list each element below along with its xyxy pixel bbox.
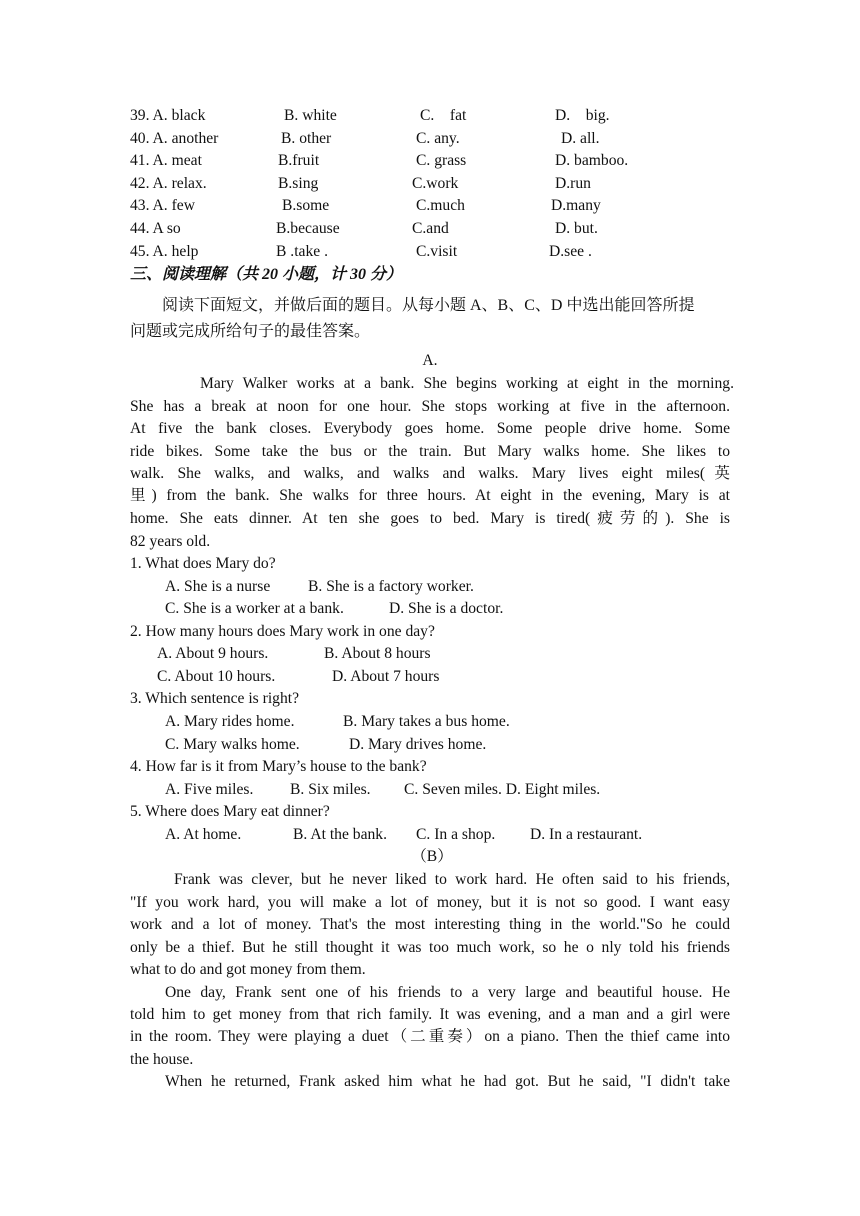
question-number: 43. [130,197,150,214]
vocab-row-41 [130,151,202,171]
option-b: B. Mary takes a bus home. [343,713,510,730]
option-c: C. She is a worker at a bank. [165,600,344,617]
option-b: B. She is a factory worker. [308,578,474,595]
question-number: 42. [130,175,150,192]
option-d: D. but. [555,220,598,237]
option-a: A so [152,220,181,237]
passage-a-line: ride bikes. Some take the bus or the train. But Mary walks home. She likes to [130,443,730,460]
option-a: A. another [152,130,219,147]
passage-b-line: One day, Frank sent one of his friends to a very large and beautiful house. He [165,984,730,1001]
passage-a-line: walk. She walks, and walks, and walks and walks. Mary lives eight miles(英 [130,465,730,482]
option-b: B. About 8 hours [324,645,431,662]
passage-a-line: Mary Walker works at a bank. She begins working at eight in the morning. [200,375,734,392]
question-3: 3. Which sentence is right? [130,690,300,707]
option-b: B. At the bank. [293,826,387,843]
instruction-line-1: 阅读下面短文，并做后面的题目。从每小题 A、B、C、D 中选出能回答所提 [162,297,695,314]
passage-b-line: what to do and got money from them. [130,961,366,978]
option-b: B.sing [278,175,319,192]
option-a: A. Five miles. [165,781,254,798]
option-d: D. bamboo. [555,152,629,169]
passage-a-line: 里) from the bank. She walks for three hours. At eight in the evening, Mary is at [130,487,730,504]
option-a: A. black [152,107,206,124]
option-c: C. grass [416,152,467,169]
passage-a-line: At five the bank closes. Everybody goes home. Some people drive home. Some [130,420,730,437]
option-d: D. big. [555,107,610,124]
option-a: A. relax. [152,175,207,192]
option-c: C. About 10 hours. [157,668,276,685]
option-c: C.much [416,197,465,214]
question-1: 1. What does Mary do? [130,555,276,572]
option-a: A. help [152,243,199,260]
option-d: D.see . [549,243,592,260]
option-a: A. She is a nurse [165,578,271,595]
passage-b-line: told him to get money from that rich family. It was evening, and a man and a girl were [130,1006,730,1023]
passage-b-line: work and a lot of money. That's the most interesting thing in the world."So he could [130,916,730,933]
option-c: C. any. [416,130,460,147]
passage-b-label: （B） [411,848,453,865]
option-b: B. white [284,107,337,124]
question-5: 5. Where does Mary eat dinner? [130,803,330,820]
option-d: D. Mary drives home. [349,736,487,753]
question-number: 39. [130,107,150,124]
section-heading: 三、阅读理解（共 20 小题，计 30 分） [130,266,403,283]
vocab-row-45 [130,242,198,262]
question-number: 41. [130,152,150,169]
question-2: 2. How many hours does Mary work in one day? [130,623,435,640]
passage-a-line: home. She eats dinner. At ten she goes to bed. Mary is tired(疲劳的). She is [130,510,730,527]
instruction-line-2: 问题或完成所给句子的最佳答案。 [130,323,371,340]
passage-a-line: She has a break at noon for one hour. She stops working at five in the afternoon. [130,398,730,415]
option-c: C.and [412,220,449,237]
vocab-row-43 [130,196,195,216]
option-a: A. At home. [165,826,242,843]
passage-b-line: in the room. They were playing a duet（二重奏）on a piano. Then the thief came into [130,1028,730,1045]
passage-a-label: A. [422,352,438,369]
option-d: D. all. [561,130,600,147]
option-a: A. Mary rides home. [165,713,295,730]
option-d: D.many [551,197,601,214]
question-number: 44. [130,220,150,237]
passage-a-line: 82 years old. [130,533,211,550]
passage-b-line: When he returned, Frank asked him what he had got. But he said, "I didn't take [165,1073,730,1090]
option-a: A. few [152,197,195,214]
option-a: A. meat [152,152,202,169]
option-b: B. Six miles. [290,781,371,798]
question-number: 40. [130,130,150,147]
option-c: C. Mary walks home. [165,736,300,753]
option-b: B.fruit [278,152,320,169]
passage-b-line: "If you work hard, you will make a lot of money, but it is not so good. I want easy [130,894,730,911]
option-c: C. In a shop. [416,826,496,843]
option-d: D.run [555,175,591,192]
vocab-row-42 [130,174,207,194]
option-b: B .take . [276,243,328,260]
option-b: B. other [281,130,332,147]
question-number: 45. [130,243,150,260]
option-a: A. About 9 hours. [157,645,269,662]
option-c: C.visit [416,243,458,260]
option-c: C.work [412,175,459,192]
option-b: B.some [282,197,330,214]
vocab-row-39 [130,106,205,126]
passage-b-line: Frank was clever, but he never liked to work hard. He often said to his friends, [174,871,730,888]
question-4: 4. How far is it from Mary’s house to the bank? [130,758,427,775]
option-d: D. In a restaurant. [530,826,643,843]
option-d: D. About 7 hours [332,668,440,685]
option-b: B.because [276,220,340,237]
vocab-row-40 [130,129,218,149]
passage-b-line: the house. [130,1051,194,1068]
option-c: C. fat [420,107,467,124]
option-c: C. Seven miles. D. Eight miles. [404,781,601,798]
passage-b-line: only be a thief. But he still thought it was too much work, so he o nly told his friends [130,939,730,956]
option-d: D. She is a doctor. [389,600,504,617]
vocab-row-44 [130,219,181,239]
